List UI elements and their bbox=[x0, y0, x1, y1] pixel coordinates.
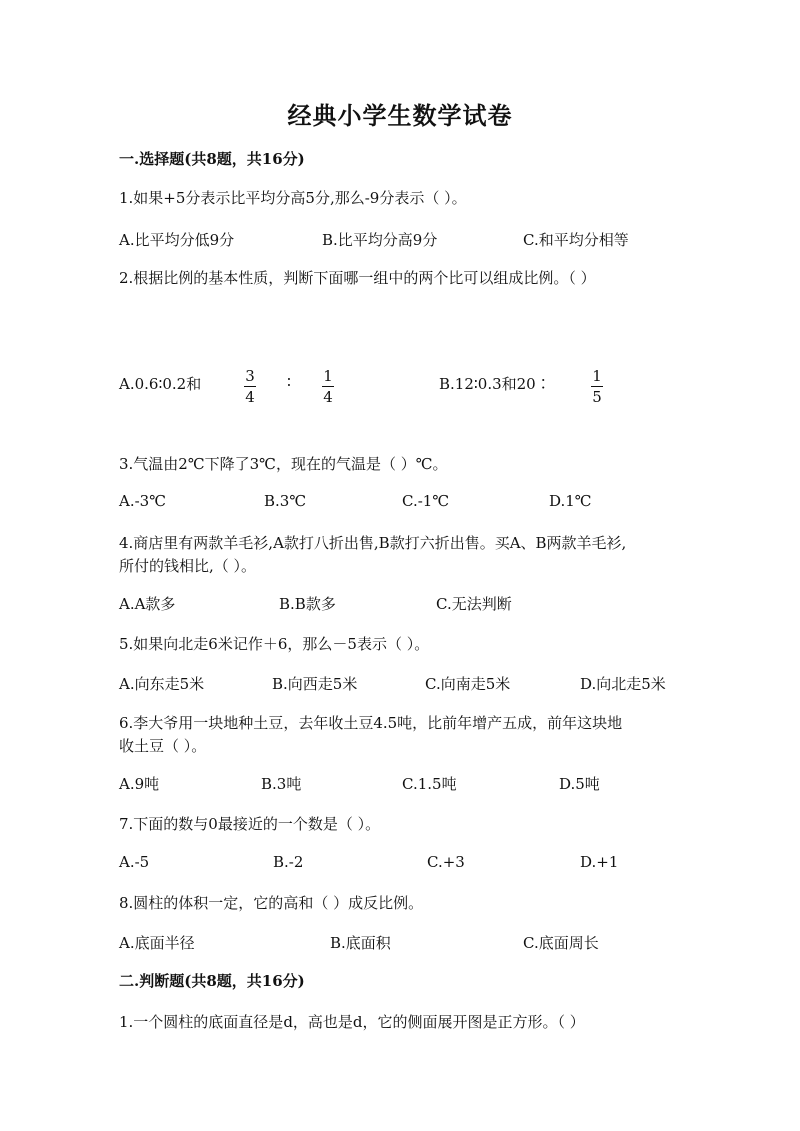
question-5-stem: 5.如果向北走6米记作＋6，那么－5表示（ ）。 bbox=[119, 635, 430, 653]
question-1-option-b[interactable]: B.比平均分高9分 bbox=[322, 231, 438, 249]
question-5-option-c[interactable]: C.向南走5米 bbox=[425, 675, 511, 693]
question-2-option-b-fraction bbox=[591, 367, 603, 406]
judgment-1-stem: 1.一个圆柱的底面直径是d，高也是d，它的侧面展开图是正方形。（ ） bbox=[119, 1013, 585, 1031]
question-4-option-b[interactable]: B.B款多 bbox=[279, 595, 336, 613]
question-4-option-c[interactable]: C.无法判断 bbox=[436, 595, 512, 613]
question-2-option-b-text[interactable]: B.12∶0.3和20∶ bbox=[439, 375, 551, 393]
question-6-stem-line-2: 收土豆（ ）。 bbox=[119, 737, 207, 755]
question-5-option-d[interactable]: D.向北走5米 bbox=[580, 675, 666, 693]
question-3-option-b[interactable]: B.3℃ bbox=[264, 492, 307, 510]
fraction-denominator: 4 bbox=[323, 388, 333, 406]
question-2-option-a-fraction-1 bbox=[244, 367, 256, 406]
question-7-option-b[interactable]: B.-2 bbox=[273, 853, 304, 871]
question-6-option-b[interactable]: B.3吨 bbox=[261, 775, 302, 793]
question-6-option-c[interactable]: C.1.5吨 bbox=[402, 775, 457, 793]
question-1-stem: 1.如果+5分表示比平均分高5分,那么-9分表示（ ）。 bbox=[119, 189, 467, 207]
question-7-stem: 7.下面的数与0最接近的一个数是（ ）。 bbox=[119, 815, 381, 833]
question-6-stem-line-1: 6.李大爷用一块地种土豆，去年收土豆4.5吨，比前年增产五成，前年这块地 bbox=[119, 714, 623, 732]
question-4-stem-line-1: 4.商店里有两款羊毛衫,A款打八折出售,B款打六折出售。买A、B两款羊毛衫, bbox=[119, 534, 627, 552]
question-8-option-a[interactable]: A.底面半径 bbox=[119, 934, 195, 952]
fraction-bar bbox=[591, 386, 603, 387]
fraction-bar bbox=[244, 386, 256, 387]
question-1-option-a[interactable]: A.比平均分低9分 bbox=[119, 231, 235, 249]
question-4-stem-line-2: 所付的钱相比,（ ）。 bbox=[119, 557, 257, 575]
question-8-option-b[interactable]: B.底面积 bbox=[330, 934, 391, 952]
question-7-option-a[interactable]: A.-5 bbox=[119, 853, 150, 871]
question-5-option-b[interactable]: B.向西走5米 bbox=[272, 675, 358, 693]
fraction-denominator: 4 bbox=[245, 388, 255, 406]
fraction-bar bbox=[322, 386, 334, 387]
fraction-numerator: 3 bbox=[245, 367, 255, 385]
fraction-numerator: 1 bbox=[592, 367, 602, 385]
question-1-option-c[interactable]: C.和平均分相等 bbox=[523, 231, 629, 249]
question-6-option-d[interactable]: D.5吨 bbox=[559, 775, 600, 793]
paper-title: 经典小学生数学试卷 bbox=[287, 101, 513, 130]
fraction-numerator: 1 bbox=[323, 367, 333, 385]
question-8-stem: 8.圆柱的体积一定，它的高和（ ）成反比例。 bbox=[119, 894, 424, 912]
question-6-option-a[interactable]: A.9吨 bbox=[119, 775, 160, 793]
fraction-denominator: 5 bbox=[592, 388, 602, 406]
question-2-option-a-fraction-2 bbox=[322, 367, 334, 406]
section-heading-choice: 一.选择题(共8题，共16分) bbox=[119, 150, 305, 168]
section-heading-true-false: 二.判断题(共8题，共16分) bbox=[119, 972, 305, 990]
question-3-stem: 3.气温由2℃下降了3℃，现在的气温是（ ）℃。 bbox=[119, 455, 448, 473]
question-2-option-a-colon: ∶ bbox=[287, 373, 291, 391]
question-5-option-a[interactable]: A.向东走5米 bbox=[119, 675, 205, 693]
question-7-option-d[interactable]: D.+1 bbox=[580, 853, 619, 871]
question-2-stem: 2.根据比例的基本性质，判断下面哪一组中的两个比可以组成比例。（ ） bbox=[119, 269, 596, 287]
question-8-option-c[interactable]: C.底面周长 bbox=[523, 934, 599, 952]
question-4-option-a[interactable]: A.A款多 bbox=[119, 595, 176, 613]
question-3-option-c[interactable]: C.-1℃ bbox=[402, 492, 450, 510]
question-7-option-c[interactable]: C.+3 bbox=[427, 853, 465, 871]
question-3-option-a[interactable]: A.-3℃ bbox=[119, 492, 166, 510]
question-2-option-a-text[interactable]: A.0.6∶0.2和 bbox=[119, 375, 202, 393]
question-3-option-d[interactable]: D.1℃ bbox=[549, 492, 592, 510]
